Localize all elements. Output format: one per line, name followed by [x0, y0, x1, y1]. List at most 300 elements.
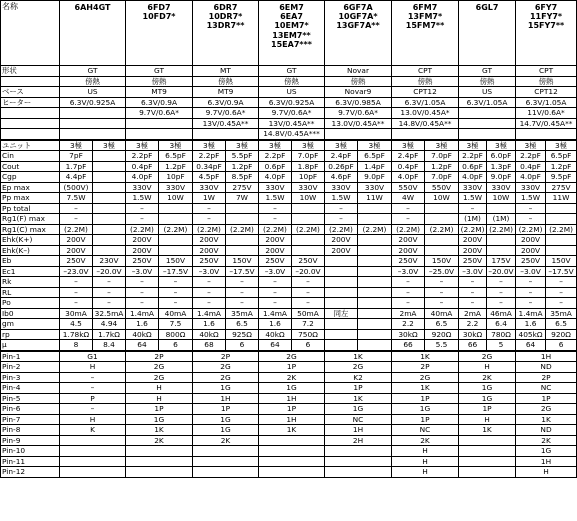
unit-cell: 1.4mA — [193, 308, 226, 319]
row-label: gm — [1, 319, 60, 330]
unit-cell — [93, 203, 126, 214]
spec-cell: 2G — [516, 404, 577, 415]
spec-cell: 1K — [259, 425, 325, 436]
unit-cell: (2.2M) — [226, 224, 259, 235]
unit-cell: 11W — [546, 193, 577, 204]
row-label: Pin-7 — [1, 414, 60, 425]
unit-cell: 5 — [487, 340, 516, 351]
unit-cell: 200V — [459, 245, 487, 256]
unit-cell: 3極 — [193, 140, 226, 151]
unit-row — [1, 319, 577, 330]
spec-cell — [325, 446, 392, 457]
unit-cell: 35mA — [546, 308, 577, 319]
unit-cell: 200V — [126, 235, 159, 246]
spec-cell: 1H — [193, 393, 259, 404]
unit-cell: (2.2M) — [60, 224, 93, 235]
unit-cell — [292, 203, 325, 214]
unit-cell: 4.0pF — [126, 172, 159, 183]
spec-row — [1, 108, 577, 119]
spec-cell: 1P — [259, 362, 325, 373]
unit-cell: 50mA — [292, 308, 325, 319]
pin-row — [1, 351, 577, 362]
unit-cell: 200V — [193, 245, 226, 256]
unit-cell: 1.6 — [259, 319, 292, 330]
spec-cell — [259, 467, 325, 478]
spec-cell: 傍熱 — [60, 76, 126, 87]
unit-cell — [93, 235, 126, 246]
spec-cell: 傍熱 — [193, 76, 259, 87]
unit-cell: 200V — [60, 245, 93, 256]
tube-name-cell — [126, 1, 193, 66]
unit-cell: – — [425, 277, 459, 288]
row-label: Pin-10 — [1, 446, 60, 457]
unit-cell: 1.6 — [126, 319, 159, 330]
tube-name: 10FD7* — [142, 12, 176, 22]
unit-cell: 800Ω — [159, 329, 193, 340]
unit-cell — [358, 277, 392, 288]
unit-cell — [546, 203, 577, 214]
unit-cell — [358, 214, 392, 225]
spec-cell: H — [392, 456, 459, 467]
unit-cell: 2.2pF — [259, 151, 292, 162]
spec-cell — [325, 456, 392, 467]
unit-cell: 6 — [159, 340, 193, 351]
unit-cell: 1.7kΩ — [93, 329, 126, 340]
unit-cell: – — [459, 203, 487, 214]
unit-cell — [325, 298, 358, 309]
spec-cell — [60, 108, 126, 119]
unit-row — [1, 193, 577, 204]
unit-row — [1, 340, 577, 351]
unit-cell — [292, 214, 325, 225]
spec-cell: 1H — [259, 393, 325, 404]
tube-name: 6GL7 — [475, 3, 499, 12]
spec-cell: 2P — [126, 351, 193, 362]
unit-cell: – — [193, 287, 226, 298]
unit-cell: –17.5V — [226, 266, 259, 277]
unit-cell: 7.0pF — [425, 151, 459, 162]
unit-cell: 7.5W — [60, 193, 93, 204]
spec-cell: 2G — [259, 351, 325, 362]
spec-cell: MT — [193, 66, 259, 77]
spec-cell — [60, 456, 126, 467]
spec-cell: 1G — [259, 383, 325, 394]
spec-cell: US — [259, 87, 325, 98]
spec-cell: 1K — [325, 351, 392, 362]
unit-cell: – — [292, 277, 325, 288]
spec-cell: 1P — [193, 404, 259, 415]
spec-cell: 6.3V/0.925A — [259, 97, 325, 108]
unit-cell — [358, 287, 392, 298]
unit-cell: 1W — [193, 193, 226, 204]
unit-cell: 3極 — [546, 140, 577, 151]
spec-cell: H — [60, 414, 126, 425]
header-row — [1, 1, 577, 66]
unit-cell: 40kΩ — [193, 329, 226, 340]
unit-cell — [93, 224, 126, 235]
unit-cell — [425, 203, 459, 214]
tube-name: 6FD7 — [147, 3, 171, 12]
unit-cell: 4.0pF — [259, 172, 292, 183]
unit-cell: 7.0pF — [425, 172, 459, 183]
spec-cell: 1G — [126, 414, 193, 425]
unit-cell: (500V) — [60, 182, 93, 193]
unit-cell: 330V — [358, 182, 392, 193]
row-label: Pin-1 — [1, 351, 60, 362]
unit-cell: 200V — [392, 245, 425, 256]
unit-cell: 200V — [259, 245, 292, 256]
unit-cell: 1.4mA — [259, 308, 292, 319]
unit-cell: – — [193, 298, 226, 309]
spec-cell: 1H — [325, 425, 392, 436]
tube-name: 11FY7* — [529, 12, 563, 22]
unit-cell: 7.5 — [159, 319, 193, 330]
unit-cell: 2.2pF — [516, 151, 546, 162]
unit-cell — [93, 182, 126, 193]
unit-cell: 330V — [292, 182, 325, 193]
spec-cell: ND — [516, 425, 577, 436]
unit-cell: 3極 — [392, 140, 425, 151]
unit-cell — [546, 235, 577, 246]
unit-cell: 250V — [193, 256, 226, 267]
unit-cell: 230V — [93, 256, 126, 267]
row-label: Pin-9 — [1, 435, 60, 446]
unit-cell: – — [516, 298, 546, 309]
unit-cell: 200V — [325, 235, 358, 246]
unit-cell: – — [546, 298, 577, 309]
tube-name: 10DR7* — [208, 12, 243, 22]
unit-cell: 66 — [459, 340, 487, 351]
unit-cell: 3極 — [60, 140, 93, 151]
unit-cell: 330V — [487, 182, 516, 193]
unit-cell: 6.5pF — [358, 151, 392, 162]
unit-cell — [425, 214, 459, 225]
unit-cell: 4.0pF — [516, 172, 546, 183]
unit-cell: 550V — [392, 182, 425, 193]
pin-row — [1, 425, 577, 436]
unit-cell — [358, 235, 392, 246]
unit-cell — [292, 235, 325, 246]
unit-cell: 4.0pF — [459, 172, 487, 183]
unit-cell: 6.5 — [226, 319, 259, 330]
unit-cell: 4W — [392, 193, 425, 204]
spec-cell: 1P — [459, 404, 516, 415]
spec-cell: 2G — [126, 372, 193, 383]
unit-cell: –20.0V — [488, 266, 514, 276]
spec-cell — [126, 118, 193, 129]
unit-cell: 200V — [193, 235, 226, 246]
unit-cell: 6.4 — [487, 319, 516, 330]
spec-cell: 2K — [259, 372, 325, 383]
spec-cell: 1K — [392, 351, 459, 362]
row-label: μ — [1, 340, 60, 351]
unit-cell: 1.3pF — [487, 161, 516, 172]
unit-cell: –3.0V — [126, 266, 159, 277]
unit-cell: –20.0V — [93, 266, 126, 277]
spec-cell: 傍熱 — [459, 76, 516, 87]
unit-cell: 40mA — [425, 308, 459, 319]
spec-cell — [459, 467, 516, 478]
spec-cell: 2P — [193, 351, 259, 362]
unit-cell: 68 — [193, 340, 226, 351]
unit-cell — [226, 235, 259, 246]
unit-cell: 3極 — [325, 140, 358, 151]
spec-cell: 9.7V/0.6A* — [325, 108, 392, 119]
unit-cell: 0.26pF — [325, 161, 358, 172]
unit-cell: – — [546, 287, 577, 298]
unit-cell: – — [226, 277, 259, 288]
row-label: rp — [1, 329, 60, 340]
spec-cell: 2P — [516, 372, 577, 383]
unit-cell: – — [425, 298, 459, 309]
unit-cell — [487, 235, 516, 246]
pin-row — [1, 393, 577, 404]
spec-cell — [126, 446, 193, 457]
unit-cell: 6 — [546, 340, 577, 351]
unit-cell — [358, 340, 392, 351]
unit-cell: 6.5pF — [159, 151, 193, 162]
unit-cell — [358, 266, 392, 277]
spec-cell: US — [459, 87, 516, 98]
pin-row — [1, 414, 577, 425]
unit-cell — [325, 287, 358, 298]
spec-cell — [193, 456, 259, 467]
spec-cell: 1P — [259, 404, 325, 415]
unit-cell: – — [325, 214, 358, 225]
unit-cell — [93, 161, 126, 172]
unit-cell: 30mA — [60, 308, 93, 319]
tube-name-cell — [259, 1, 325, 66]
row-label: Pin-6 — [1, 404, 60, 415]
unit-cell: – — [392, 298, 425, 309]
tube-name: 6FM7 — [412, 3, 438, 12]
unit-cell: 405kΩ — [516, 329, 546, 340]
unit-cell: 250V — [516, 256, 546, 267]
unit-cell: 64 — [259, 340, 292, 351]
pin-row — [1, 372, 577, 383]
unit-row — [1, 245, 577, 256]
row-label: Pin-8 — [1, 425, 60, 436]
unit-cell: – — [226, 298, 259, 309]
spec-cell: H — [516, 467, 577, 478]
row-label — [1, 76, 60, 87]
row-label: Rg1(C) max — [1, 224, 60, 235]
unit-cell: (2.2M) — [325, 224, 358, 235]
spec-cell: 13V/0.45A** — [259, 118, 325, 129]
spec-cell: 6.3V/1.05A — [392, 97, 459, 108]
spec-cell: K — [60, 425, 126, 436]
spec-cell: 2K — [126, 435, 193, 446]
unit-row — [1, 214, 577, 225]
unit-cell: 9.0pF — [487, 172, 516, 183]
unit-cell: 250V — [259, 256, 292, 267]
spec-cell: 1P — [392, 393, 459, 404]
spec-cell — [459, 118, 516, 129]
unit-cell: 35mA — [226, 308, 259, 319]
spec-cell — [459, 446, 516, 457]
row-label: ユニット — [1, 140, 60, 151]
unit-cell: – — [126, 214, 159, 225]
unit-cell: 1.2pF — [546, 161, 577, 172]
spec-cell: H — [459, 414, 516, 425]
spec-cell: MT9 — [193, 87, 259, 98]
unit-cell: 10W — [292, 193, 325, 204]
unit-cell — [159, 245, 193, 256]
unit-row — [1, 287, 577, 298]
spec-cell: – — [60, 372, 126, 383]
spec-cell: 2G — [325, 362, 392, 373]
spec-cell: – — [60, 404, 126, 415]
spec-cell: 1G — [459, 383, 516, 394]
spec-cell: US — [60, 87, 126, 98]
unit-cell — [358, 329, 392, 340]
row-label: Cin — [1, 151, 60, 162]
unit-cell: 2.2 — [392, 319, 425, 330]
spec-cell — [325, 467, 392, 478]
unit-row — [1, 172, 577, 183]
unit-cell: –23.0V — [60, 266, 93, 277]
unit-cell: 1.6 — [516, 319, 546, 330]
row-label: Pin-3 — [1, 372, 60, 383]
unit-cell: 4.6pF — [325, 172, 358, 183]
unit-row — [1, 203, 577, 214]
unit-cell: 780Ω — [487, 329, 516, 340]
spec-cell: CPT — [516, 66, 577, 77]
spec-cell: 6.3V/0.9A — [193, 97, 259, 108]
header-label-cell: 名称 — [1, 1, 60, 66]
spec-cell — [193, 467, 259, 478]
tube-name-cell — [392, 1, 459, 66]
spec-cell: 1K — [325, 393, 392, 404]
row-label: Pin-4 — [1, 383, 60, 394]
spec-cell: 11V/0.6A* — [516, 108, 577, 119]
unit-cell: – — [292, 298, 325, 309]
spec-cell: 2G — [459, 351, 516, 362]
spec-cell: 傍熱 — [126, 76, 193, 87]
spec-cell: 1K — [392, 383, 459, 394]
unit-cell: 200V — [392, 235, 425, 246]
row-label: Ehk(K+) — [1, 235, 60, 246]
unit-cell: – — [60, 203, 93, 214]
unit-cell: 330V — [459, 182, 487, 193]
pin-row — [1, 383, 577, 394]
spec-cell: 2K — [459, 372, 516, 383]
spec-cell: MT9 — [126, 87, 193, 98]
tube-name: 15FY7** — [527, 21, 565, 31]
unit-cell: (2.2M) — [126, 224, 159, 235]
unit-cell: 330V — [325, 182, 358, 193]
spec-cell: 6.3V/0.925A — [60, 97, 126, 108]
unit-cell: (2.2M) — [159, 224, 193, 235]
unit-cell: 330V — [193, 182, 226, 193]
unit-cell: 1.78kΩ — [60, 329, 93, 340]
unit-cell: 330V — [159, 182, 193, 193]
unit-cell: – — [126, 203, 159, 214]
spec-cell — [459, 456, 516, 467]
unit-cell: 10W — [487, 193, 516, 204]
spec-cell — [60, 129, 126, 140]
pin-row — [1, 456, 577, 467]
spec-cell: 13V/0.45A** — [193, 118, 259, 129]
unit-cell: 330V — [126, 182, 159, 193]
spec-cell — [259, 435, 325, 446]
unit-row — [1, 224, 577, 235]
row-label: Ib0 — [1, 308, 60, 319]
spec-cell — [325, 129, 392, 140]
unit-cell: 200V — [259, 235, 292, 246]
unit-cell: 150V — [546, 256, 577, 267]
unit-cell: – — [259, 277, 292, 288]
spec-cell — [126, 467, 193, 478]
spec-row — [1, 76, 577, 87]
spec-cell: P — [60, 393, 126, 404]
unit-cell — [93, 151, 126, 162]
unit-cell — [425, 235, 459, 246]
unit-cell: –3.0V — [392, 266, 425, 277]
row-label: Ehk(K–) — [1, 245, 60, 256]
spec-cell: 1K — [126, 425, 193, 436]
spec-cell: 2H — [325, 435, 392, 446]
unit-cell: 7pF — [60, 151, 93, 162]
unit-cell: – — [126, 277, 159, 288]
unit-cell: – — [159, 298, 193, 309]
unit-cell — [325, 329, 358, 340]
tube-name: 6FY7 — [534, 3, 558, 12]
spec-cell: 2G — [193, 372, 259, 383]
unit-cell: (2.2M) — [425, 224, 459, 235]
spec-cell: H — [126, 383, 193, 394]
unit-cell: 3極 — [459, 140, 487, 151]
unit-cell: – — [126, 298, 159, 309]
spec-cell: 9.7V/0.6A* — [193, 108, 259, 119]
spec-cell: 2K — [392, 435, 459, 446]
spec-cell: 14.7V/0.45A** — [516, 118, 577, 129]
unit-cell: 0.4pF — [516, 161, 546, 172]
row-label: Ec1 — [1, 266, 60, 277]
unit-cell: – — [487, 298, 516, 309]
unit-row — [1, 277, 577, 288]
spec-cell — [60, 435, 126, 446]
spec-cell: 6.3V/0.9A — [126, 97, 193, 108]
unit-cell: – — [60, 277, 93, 288]
unit-cell: 40kΩ — [259, 329, 292, 340]
tube-name-cell — [193, 1, 259, 66]
spec-cell — [60, 118, 126, 129]
pin-row — [1, 435, 577, 446]
spec-cell: – — [60, 383, 126, 394]
unit-cell: 10pF — [292, 172, 325, 183]
unit-cell: 250V — [60, 256, 93, 267]
spec-cell: 1P — [126, 404, 193, 415]
row-label: 形状 — [1, 66, 60, 77]
spec-cell: 14.8V/0.45A*** — [259, 129, 325, 140]
unit-cell: 3極 — [516, 140, 546, 151]
spec-cell — [259, 446, 325, 457]
unit-cell: 2.2pF — [126, 151, 159, 162]
unit-cell — [487, 203, 516, 214]
unit-cell: 200V — [60, 235, 93, 246]
spec-cell: 2P — [392, 362, 459, 373]
unit-cell: 10W — [159, 193, 193, 204]
spec-cell — [459, 435, 516, 446]
tube-name: 13EM7** — [272, 30, 311, 40]
unit-row — [1, 182, 577, 193]
pin-row — [1, 446, 577, 457]
spec-cell: 14.8V/0.45A** — [392, 118, 459, 129]
unit-cell: 3極 — [259, 140, 292, 151]
unit-cell: 30kΩ — [459, 329, 487, 340]
unit-cell: 1.2pF — [226, 161, 259, 172]
